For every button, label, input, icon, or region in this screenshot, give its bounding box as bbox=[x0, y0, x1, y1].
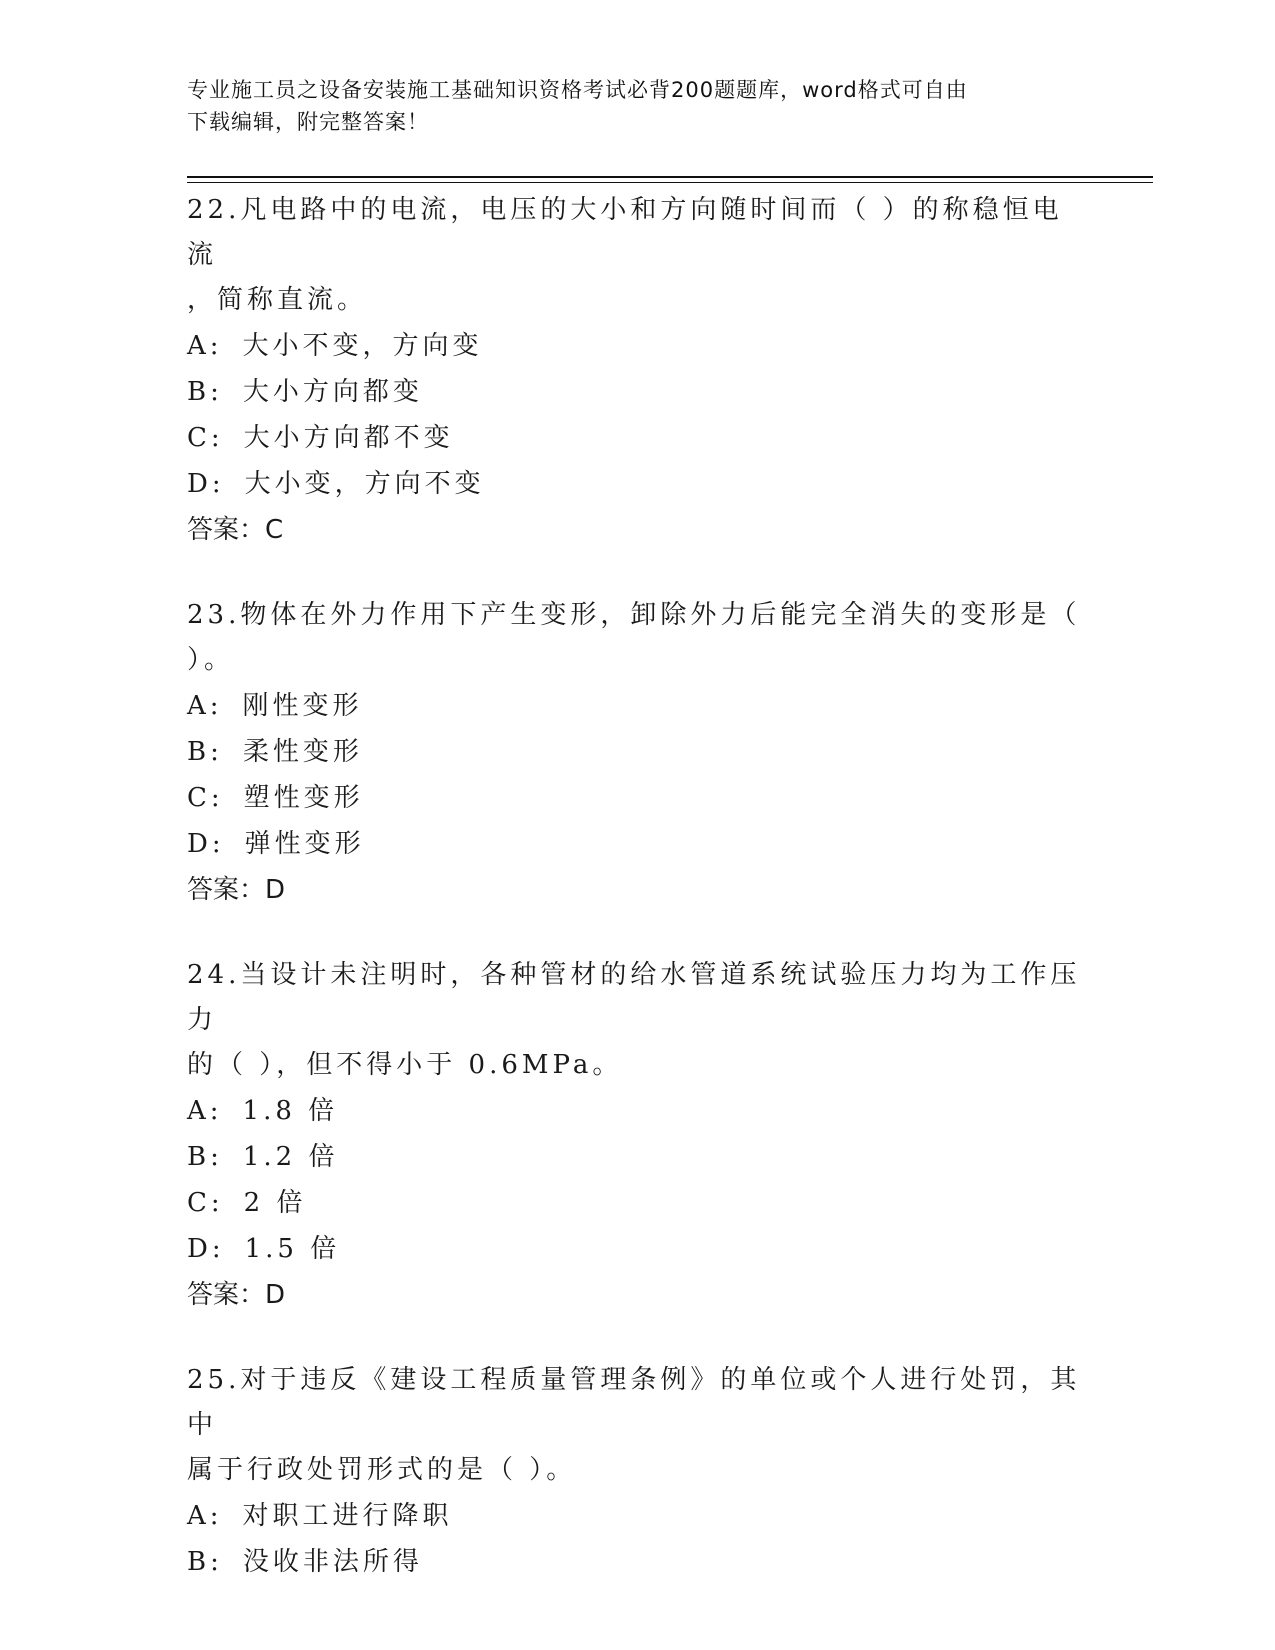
option-b bbox=[187, 729, 1087, 775]
option-text: 2 倍 bbox=[243, 1188, 307, 1218]
option-text: 弹性变形 bbox=[244, 829, 365, 859]
option-d bbox=[187, 461, 1087, 507]
option-c bbox=[187, 415, 1087, 461]
option-key: A: bbox=[187, 691, 223, 721]
option-text: 1.2 倍 bbox=[242, 1142, 339, 1172]
document-header bbox=[187, 74, 1087, 138]
question-22 bbox=[187, 188, 1087, 553]
option-a bbox=[187, 1088, 1087, 1134]
option-key: D: bbox=[187, 829, 225, 859]
question-stem-line-2: 的（ ），但不得小于 0.6MPa。 bbox=[187, 1050, 623, 1080]
question-stem-line-1: 24.当设计未注明时，各种管材的给水管道系统试验压力均为工作压力 bbox=[187, 960, 1081, 1035]
option-text: 塑性变形 bbox=[243, 783, 364, 813]
question-stem-line-1: 22.凡电路中的电流，电压的大小和方向随时间而（ ）的称稳恒电流 bbox=[187, 195, 1063, 270]
option-text: 大小变，方向不变 bbox=[244, 469, 485, 499]
option-text: 刚性变形 bbox=[242, 691, 363, 721]
option-text: 没收非法所得 bbox=[242, 1547, 423, 1577]
option-text: 对职工进行降职 bbox=[242, 1501, 453, 1531]
header-line-2: 下载编辑，附完整答案！ bbox=[187, 110, 429, 134]
question-24 bbox=[187, 953, 1087, 1318]
option-a bbox=[187, 683, 1087, 729]
question-stem-line-2: ）。 bbox=[187, 645, 235, 675]
option-key: B: bbox=[187, 377, 223, 407]
option-c bbox=[187, 775, 1087, 821]
option-key: B: bbox=[187, 737, 223, 767]
option-d bbox=[187, 1226, 1087, 1272]
option-key: A: bbox=[187, 1501, 223, 1531]
option-c bbox=[187, 1180, 1087, 1226]
option-key: A: bbox=[187, 1096, 223, 1126]
option-b bbox=[187, 1539, 1087, 1585]
header-rule-thick bbox=[187, 176, 1153, 178]
option-text: 1.5 倍 bbox=[244, 1234, 341, 1264]
option-text: 柔性变形 bbox=[242, 737, 363, 767]
option-key: B: bbox=[187, 1142, 223, 1172]
answer-line: 答案：C bbox=[187, 515, 284, 545]
option-text: 大小不变，方向变 bbox=[242, 331, 483, 361]
option-d bbox=[187, 821, 1087, 867]
question-23 bbox=[187, 593, 1087, 913]
option-key: C: bbox=[187, 1188, 224, 1218]
header-rule-thin bbox=[187, 182, 1153, 183]
question-stem-line-1: 25.对于违反《建设工程质量管理条例》的单位或个人进行处罚，其中 bbox=[187, 1365, 1081, 1440]
option-text: 大小方向都不变 bbox=[243, 423, 454, 453]
option-b bbox=[187, 1134, 1087, 1180]
option-a bbox=[187, 323, 1087, 369]
option-key: B: bbox=[187, 1547, 223, 1577]
option-key: D: bbox=[187, 469, 225, 499]
header-line-1: 专业施工员之设备安装施工基础知识资格考试必背200题题库，word格式可自由 bbox=[187, 78, 968, 102]
question-list bbox=[187, 188, 1087, 1625]
question-stem-line-1: 23.物体在外力作用下产生变形，卸除外力后能完全消失的变形是（ bbox=[187, 600, 1081, 630]
answer-line: 答案：D bbox=[187, 875, 286, 905]
option-a bbox=[187, 1493, 1087, 1539]
question-stem-line-2: 属于行政处罚形式的是（ ）。 bbox=[187, 1455, 577, 1485]
option-text: 1.8 倍 bbox=[242, 1096, 339, 1126]
answer-line: 答案：D bbox=[187, 1280, 286, 1310]
option-b bbox=[187, 369, 1087, 415]
option-key: C: bbox=[187, 783, 224, 813]
question-stem-line-2: ，简称直流。 bbox=[187, 285, 368, 315]
option-text: 大小方向都变 bbox=[242, 377, 423, 407]
option-key: D: bbox=[187, 1234, 225, 1264]
option-key: C: bbox=[187, 423, 224, 453]
option-key: A: bbox=[187, 331, 223, 361]
question-25 bbox=[187, 1358, 1087, 1585]
